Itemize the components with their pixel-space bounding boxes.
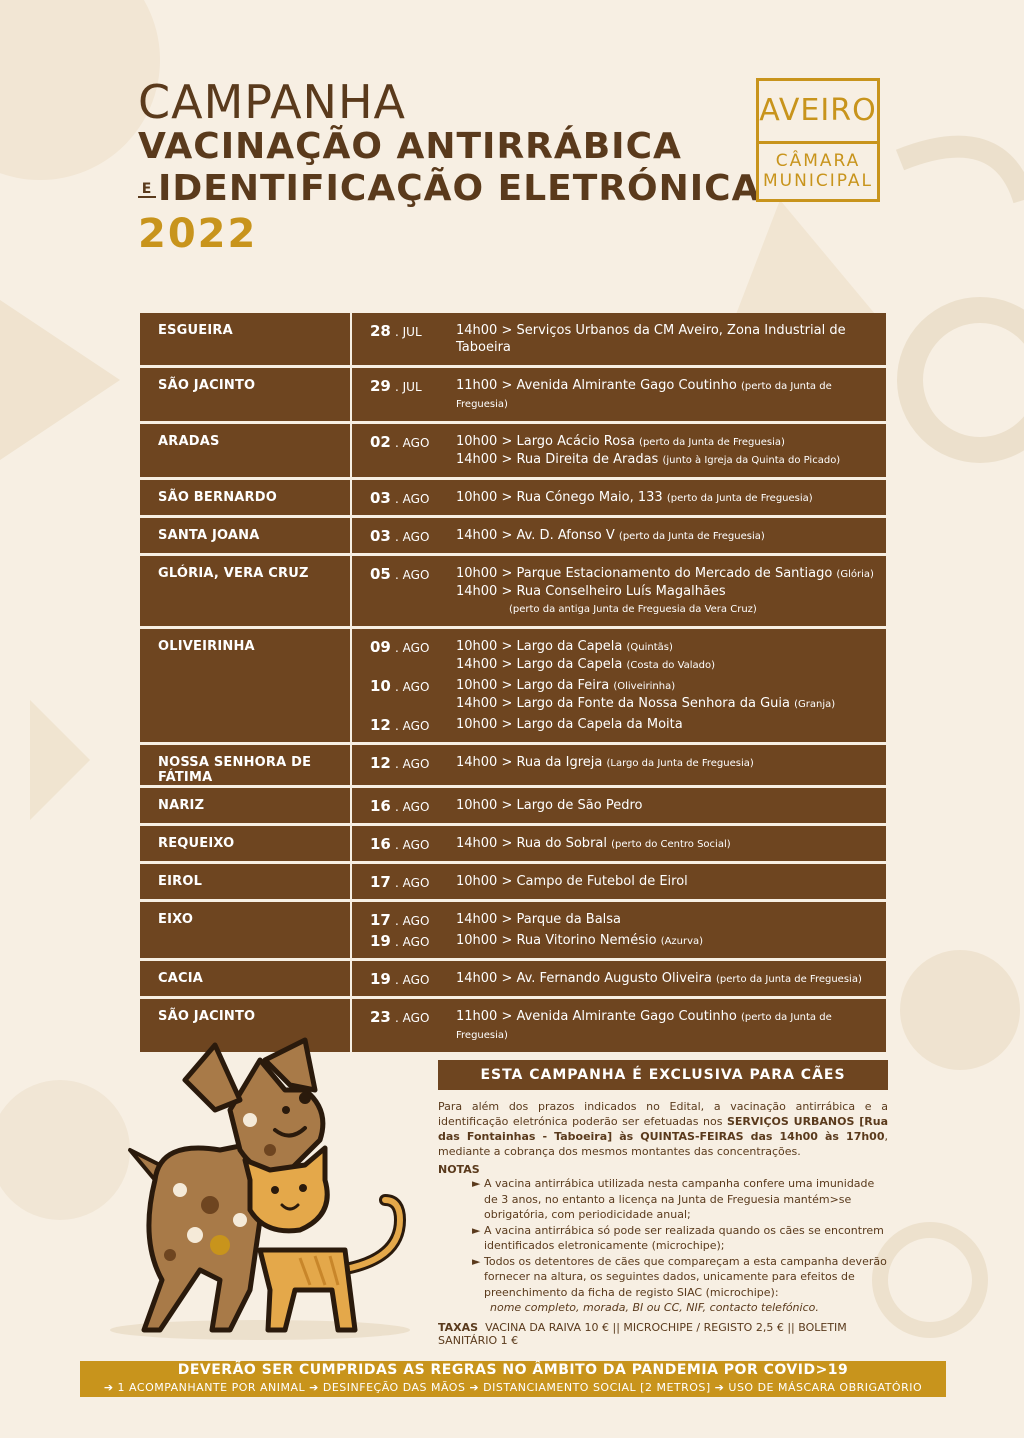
schedule-entry [352,322,886,357]
line-text: 14h00 > Rua do Sobral [456,836,612,851]
parish-name: SÃO BERNARDO [140,480,352,515]
note-2: A vacina antirrábica só pode ser realizada quando os cães se encontrem identificados eletronicamente (microchipe); [484,1223,884,1252]
schedule-entry [352,527,886,545]
entry-date [352,527,456,545]
line-note: (perto da Junta de Freguesia) [639,437,785,448]
line-text: 14h00 > Serviços Urbanos da CM Aveiro, Zona Industrial de Taboeira [456,323,846,355]
entry-date [352,377,456,413]
note-item [438,1223,888,1254]
schedule-row [140,368,886,421]
line-note: (perto do Centro Social) [611,839,731,850]
entry-date [352,873,456,891]
cat-icon [245,1148,400,1330]
parish-name: CACIA [140,961,352,996]
entry-line [456,754,886,772]
date-month: . AGO [395,935,430,949]
entry-lines [456,1008,886,1044]
entry-date [352,322,456,357]
info-para-bold: SERVIÇOS URBANOS [Rua das Fontainhas - Taboeira] às QUINTAS-FEIRAS das 14h00 às 17h00 [438,1115,888,1143]
entry-line [456,797,886,815]
entry-lines [456,638,886,674]
fees-values: VACINA DA RAIVA 10 € || MICROCHIPE / REGISTO 2,5 € || BOLETIM SANITÁRIO 1 € [438,1321,847,1347]
line-text: 10h00 > Campo de Futebol de Eirol [456,874,688,889]
info-paragraph [438,1099,888,1159]
line-text: 10h00 > Largo Acácio Rosa [456,434,640,449]
schedule-entries [352,999,886,1052]
schedule-entries [352,961,886,996]
parish-name: REQUEIXO [140,826,352,861]
schedule-entry [352,911,886,929]
entry-lines [456,716,886,734]
parish-name: SÃO JACINTO [140,368,352,421]
line-text: 10h00 > Largo da Capela [456,639,627,654]
line-note: (perto da Junta de Freguesia) [456,381,832,410]
schedule-entries [352,480,886,515]
entry-line [456,565,886,583]
schedule-row [140,629,886,742]
schedule-entry [352,433,886,469]
entry-lines [456,911,886,929]
parish-name: ARADAS [140,424,352,477]
date-day: 09 [370,638,391,656]
schedule-entries [352,902,886,958]
arrow-icon: ► [472,1177,481,1190]
line-note: (Quintãs) [626,642,673,653]
date-day: 28 [370,322,391,340]
schedule-row [140,745,886,785]
line-note: (perto da Junta de Freguesia) [456,1012,832,1041]
date-day: 19 [370,970,391,988]
entry-line [456,489,886,507]
schedule-entries [352,368,886,421]
line-note: (perto da antiga Junta de Freguesia da Vera Cruz) [509,604,757,615]
dogs-only-banner: ESTA CAMPANHA É EXCLUSIVA PARA CÃES [438,1060,888,1090]
line-text: 14h00 > Rua Direita de Aradas [456,452,663,467]
date-month: . AGO [395,641,430,655]
date-month: . AGO [395,973,430,987]
entry-lines [456,797,886,815]
entry-line [456,583,886,601]
line-note: (Azurva) [660,936,704,947]
logo-camara-municipal [759,144,877,191]
header-identificacao-text: IDENTIFICAÇÃO ELETRÓNICA [158,168,761,209]
entry-lines [456,377,886,413]
date-month: . JUL [395,325,422,339]
line-note: (Oliveirinha) [613,681,676,692]
entry-lines [456,489,886,507]
line-note: (perto da Junta de Freguesia) [716,974,862,985]
line-text: 14h00 > Av. D. Afonso V [456,528,619,543]
entry-lines [456,322,886,357]
entry-date [352,797,456,815]
schedule-row [140,480,886,515]
arrow-icon: ► [472,1223,481,1237]
entry-date [352,716,456,734]
fees [438,1321,888,1347]
fees-label: TAXAS [438,1321,479,1334]
line-note: (Costa do Valado) [626,660,716,671]
schedule-entry [352,932,886,950]
parish-name: GLÓRIA, VERA CRUZ [140,556,352,626]
entry-lines [456,565,886,618]
line-text: 11h00 > Avenida Almirante Gago Coutinho [456,1009,741,1024]
entry-date [352,565,456,618]
info-para-1: Para além dos prazos indicados no Edital, a vacinação antirrábica e a identificação eletrónica poderão ser efetuadas nos [438,1100,888,1128]
parish-name: EIXO [140,902,352,958]
line-text: 10h00 > Largo da Capela da Moita [456,717,683,732]
header-year: 2022 [138,211,258,257]
entry-lines [456,677,886,713]
entry-lines [456,835,886,853]
line-text: 10h00 > Largo da Feira [456,678,614,693]
date-day: 29 [370,377,391,395]
entry-line [456,677,886,695]
note-item [438,1176,888,1223]
entry-lines [456,754,886,772]
pets-illustration [100,1030,430,1360]
schedule-row [140,826,886,861]
schedule-row [140,556,886,626]
date-month: . AGO [395,680,430,694]
date-day: 05 [370,565,391,583]
logo-camara: CÂMARA [775,151,861,171]
entry-lines [456,932,886,950]
entry-line [456,527,886,545]
line-text: 14h00 > Rua da Igreja [456,755,607,770]
line-text: 11h00 > Avenida Almirante Gago Coutinho [456,378,741,393]
date-day: 12 [370,754,391,772]
schedule-row [140,902,886,958]
entry-lines [456,873,886,891]
parish-name: SANTA JOANA [140,518,352,553]
date-month: . AGO [395,838,430,852]
line-text: 14h00 > Rua Conselheiro Luís Magalhães [456,584,726,599]
entry-line [456,601,886,618]
entry-line [456,716,886,734]
line-text: 10h00 > Rua Vitorino Nemésio [456,933,661,948]
schedule-entry [352,754,886,772]
schedule-entries [352,629,886,742]
line-text: 14h00 > Largo da Fonte da Nossa Senhora da Guia [456,696,795,711]
info-para-2: , mediante a cobrança dos mesmos montantes das concentrações. [438,1130,888,1158]
date-month: . AGO [395,800,430,814]
date-day: 17 [370,911,391,929]
entry-line [456,451,886,469]
schedule-entry [352,377,886,413]
schedule-entry [352,797,886,815]
info-box [438,1060,888,1347]
header-vacinacao: VACINAÇÃO ANTIRRÁBICA [138,126,682,167]
parish-name: NARIZ [140,788,352,823]
entry-date [352,433,456,469]
date-day: 03 [370,489,391,507]
schedule-entry [352,489,886,507]
note-3: Todos os detentores de cães que compareçam a esta campanha deverão fornecer na altura, os seguintes dados, unicamente para efeitos de preenchimento da ficha de registo SIAC (microchipe): [484,1254,887,1299]
line-note: (Glória) [836,569,874,580]
date-day: 19 [370,932,391,950]
arrow-icon: ► [472,1254,481,1268]
line-text: 14h00 > Largo da Capela [456,657,627,672]
entry-lines [456,433,886,469]
logo-municipal: MUNICIPAL [763,171,873,191]
schedule-entry [352,1008,886,1044]
line-note: (Largo da Junta de Freguesia) [606,758,754,769]
date-month: . AGO [395,876,430,890]
entry-line [456,1008,886,1044]
parish-name: OLIVEIRINHA [140,629,352,742]
date-month: . JUL [395,380,422,394]
line-text: 10h00 > Parque Estacionamento do Mercado de Santiago [456,566,837,581]
schedule-entry [352,677,886,713]
entry-line [456,638,886,656]
schedule-entry [352,873,886,891]
date-day: 02 [370,433,391,451]
schedule-row [140,518,886,553]
covid-rules-list: ➔ 1 ACOMPANHANTE POR ANIMAL ➔ DESINFEÇÃO DAS MÃOS ➔ DISTANCIAMENTO SOCIAL [2 METROS] ➔ USO DE MÁSCARA OBRIGATÓRIO [103,1381,923,1394]
schedule-row [140,313,886,365]
schedule-entry [352,835,886,853]
date-day: 17 [370,873,391,891]
entry-line [456,873,886,891]
note-3-data: nome completo, morada, BI ou CC, NIF, contacto telefónico. [490,1301,819,1314]
entry-date [352,835,456,853]
note-1: A vacina antirrábica utilizada nesta campanha confere uma imunidade de 3 anos, no entanto a licença na Junta de Freguesia mantém>se obrigatória, com periodicidade anual; [484,1177,875,1221]
header-campanha: CAMPANHA [138,75,407,129]
schedule-entries [352,424,886,477]
entry-line [456,656,886,674]
schedule-entries [352,313,886,365]
date-day: 16 [370,797,391,815]
entry-line [456,932,886,950]
entry-line [456,695,886,713]
date-month: . AGO [395,719,430,733]
entry-line [456,322,886,357]
schedule-entries [352,518,886,553]
line-note: (Granja) [794,699,836,710]
logo-aveiro: AVEIRO [759,81,877,144]
date-day: 12 [370,716,391,734]
date-month: . AGO [395,568,430,582]
entry-line [456,970,886,988]
entry-date [352,754,456,772]
entry-line [456,835,886,853]
line-text: 10h00 > Largo de São Pedro [456,798,643,813]
schedule-entries [352,826,886,861]
entry-line [456,377,886,413]
parish-name: SÃO JACINTO [140,999,352,1052]
schedule-entry [352,565,886,618]
date-month: . AGO [395,436,430,450]
covid-rules-banner [80,1361,946,1397]
schedule-row [140,424,886,477]
entry-date [352,638,456,674]
line-note: (perto da Junta de Freguesia) [618,531,765,542]
line-text: 14h00 > Av. Fernando Augusto Oliveira [456,971,717,986]
entry-date [352,970,456,988]
note-item [438,1254,888,1301]
schedule-entry [352,716,886,734]
schedule-row [140,961,886,996]
header-conjunction: E [138,182,156,198]
schedule-entry [352,638,886,674]
schedule-row [140,864,886,899]
entry-lines [456,527,886,545]
entry-date [352,911,456,929]
header-identificacao [138,168,760,210]
entry-line [456,911,886,929]
date-day: 10 [370,677,391,695]
schedule-entries [352,788,886,823]
date-month: . AGO [395,914,430,928]
line-note: (junto à Igreja da Quinta do Picado) [662,455,841,466]
line-text: 14h00 > Parque da Balsa [456,912,622,927]
entry-date [352,677,456,713]
entry-date [352,489,456,507]
schedule-entries [352,556,886,626]
line-note: (perto da Junta de Freguesia) [666,493,813,504]
entry-date [352,932,456,950]
parish-name: EIROL [140,864,352,899]
date-month: . AGO [395,757,430,771]
date-day: 23 [370,1008,391,1026]
parish-name: NOSSA SENHORA DE FÁTIMA [140,745,352,785]
campaign-header [138,75,761,258]
date-day: 16 [370,835,391,853]
date-month: . AGO [395,492,430,506]
line-text: 10h00 > Rua Cónego Maio, 133 [456,490,667,505]
aveiro-logo [756,78,880,202]
date-month: . AGO [395,1011,430,1025]
date-day: 03 [370,527,391,545]
schedule-entries [352,864,886,899]
schedule-entries [352,745,886,785]
date-month: . AGO [395,530,430,544]
notes-heading: NOTAS [438,1163,480,1176]
covid-rules-title: DEVERÃO SER CUMPRIDAS AS REGRAS NO ÂMBITO DA PANDEMIA POR COVID>19 [177,1362,849,1378]
schedule-row [140,788,886,823]
entry-lines [456,970,886,988]
entry-line [456,433,886,451]
schedule-entry [352,970,886,988]
schedule-table [140,313,886,1055]
parish-name: ESGUEIRA [140,313,352,365]
